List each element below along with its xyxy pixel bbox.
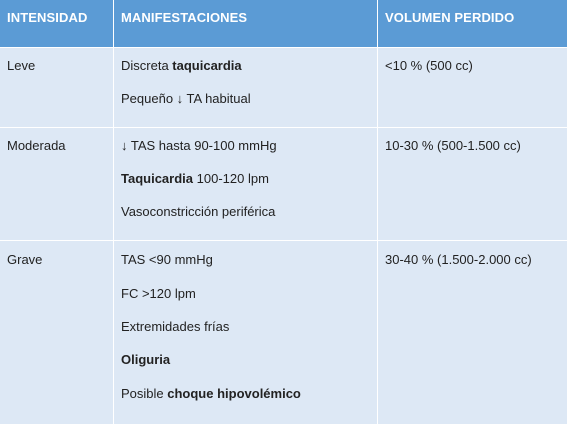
row-intensidad-label: Leve [7,58,36,73]
table-row-grave-intensidad [0,241,113,424]
table-row-moderada-manifestaciones [114,128,377,240]
manifestation-item: Pequeño ↓ TA habitual [121,91,251,106]
manifestation-item: Taquicardia 100-120 lpm [121,171,269,186]
row-volumen-value: 30-40 % (1.500-2.000 cc) [385,252,532,267]
row-volumen-value: <10 % (500 cc) [385,58,473,73]
manifestation-item: Oliguria [121,352,171,367]
manifestation-item: Discreta taquicardia [121,58,242,73]
table-row-grave-volumen [378,241,567,424]
row-volumen-value: 10-30 % (500-1.500 cc) [385,138,521,153]
manifestation-item: Posible choque hipovolémico [121,386,301,401]
table-row-grave-manifestaciones [114,241,377,424]
table-row-leve-volumen [378,48,567,127]
manifestation-item: Vasoconstricción periférica [121,204,276,219]
header-manifestaciones: MANIFESTACIONES [114,0,377,47]
manifestation-item: TAS <90 mmHg [121,252,213,267]
table-row-moderada-volumen [378,128,567,240]
manifestation-item: Extremidades frías [121,319,230,334]
manifestation-item: FC >120 lpm [121,286,196,301]
header-intensidad: INTENSIDAD [0,0,113,47]
table-row-leve-intensidad [0,48,113,127]
row-intensidad-label: Grave [7,252,43,267]
table-row-moderada-intensidad [0,128,113,240]
row-intensidad-label: Moderada [7,138,66,153]
table-row-leve-manifestaciones [114,48,377,127]
header-volumen: VOLUMEN PERDIDO [378,0,567,47]
manifestation-item: ↓ TAS hasta 90-100 mmHg [121,138,277,153]
